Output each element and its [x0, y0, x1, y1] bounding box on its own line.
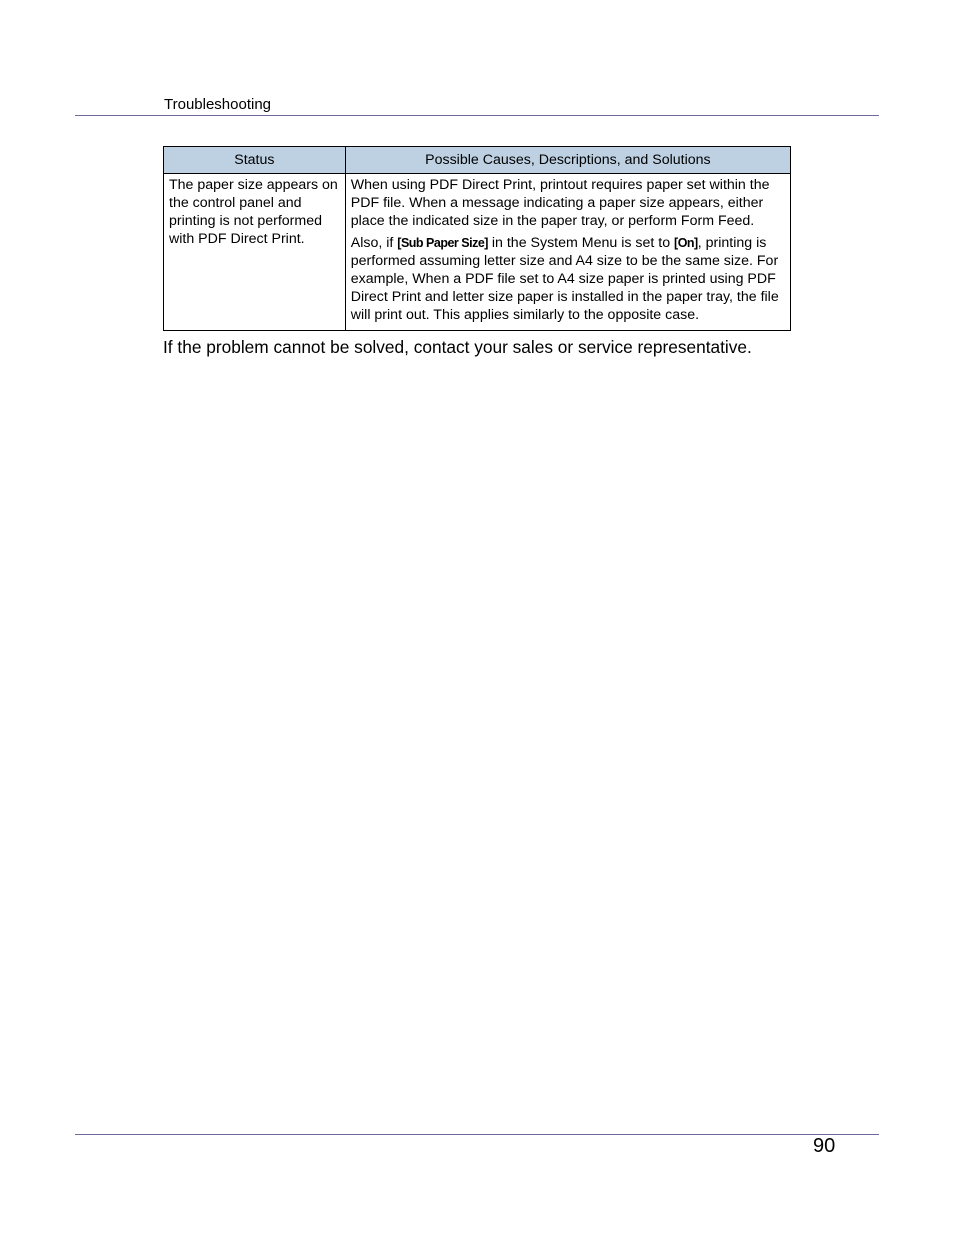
- table-header-row: [164, 147, 791, 174]
- solution-paragraph-2: [351, 234, 784, 324]
- solution-text-mid: in the System Menu is set to: [487, 235, 675, 251]
- table-row: [164, 174, 791, 331]
- column-header-status: Status: [164, 147, 346, 174]
- status-text: The paper size appears on the control panel and printing is not performed with PDF Direct Print.: [169, 177, 338, 247]
- status-cell: [164, 174, 346, 331]
- solution-paragraph-1: When using PDF Direct Print, printout requires paper set within the PDF file. When a message indicating a paper size appears, either place the indicated size in the paper tray, or perform Form Feed.: [350, 177, 770, 229]
- sub-paper-size-key: [Sub Paper Size]: [397, 236, 488, 250]
- on-key: [On]: [674, 236, 698, 250]
- footer-rule: [75, 1134, 879, 1135]
- troubleshooting-table: [163, 146, 791, 331]
- solution-text-post: , printing is performed assuming letter size and A4 size to be the same size. For example, When a PDF file set to A4 size paper is printed using PDF Direct Print and letter size paper is installed in the paper tray, the file will print out. This applies similarly to the opposite case.: [350, 235, 779, 323]
- solution-cell: [345, 174, 790, 331]
- closing-text: If the problem cannot be solved, contact your sales or service representative.: [163, 337, 752, 357]
- section-title: Troubleshooting: [164, 96, 272, 113]
- header-rule: [75, 115, 879, 116]
- column-header-solutions: Possible Causes, Descriptions, and Solutions: [345, 147, 790, 174]
- page-number: 90: [813, 1135, 836, 1157]
- solution-text-pre: Also, if: [350, 235, 398, 251]
